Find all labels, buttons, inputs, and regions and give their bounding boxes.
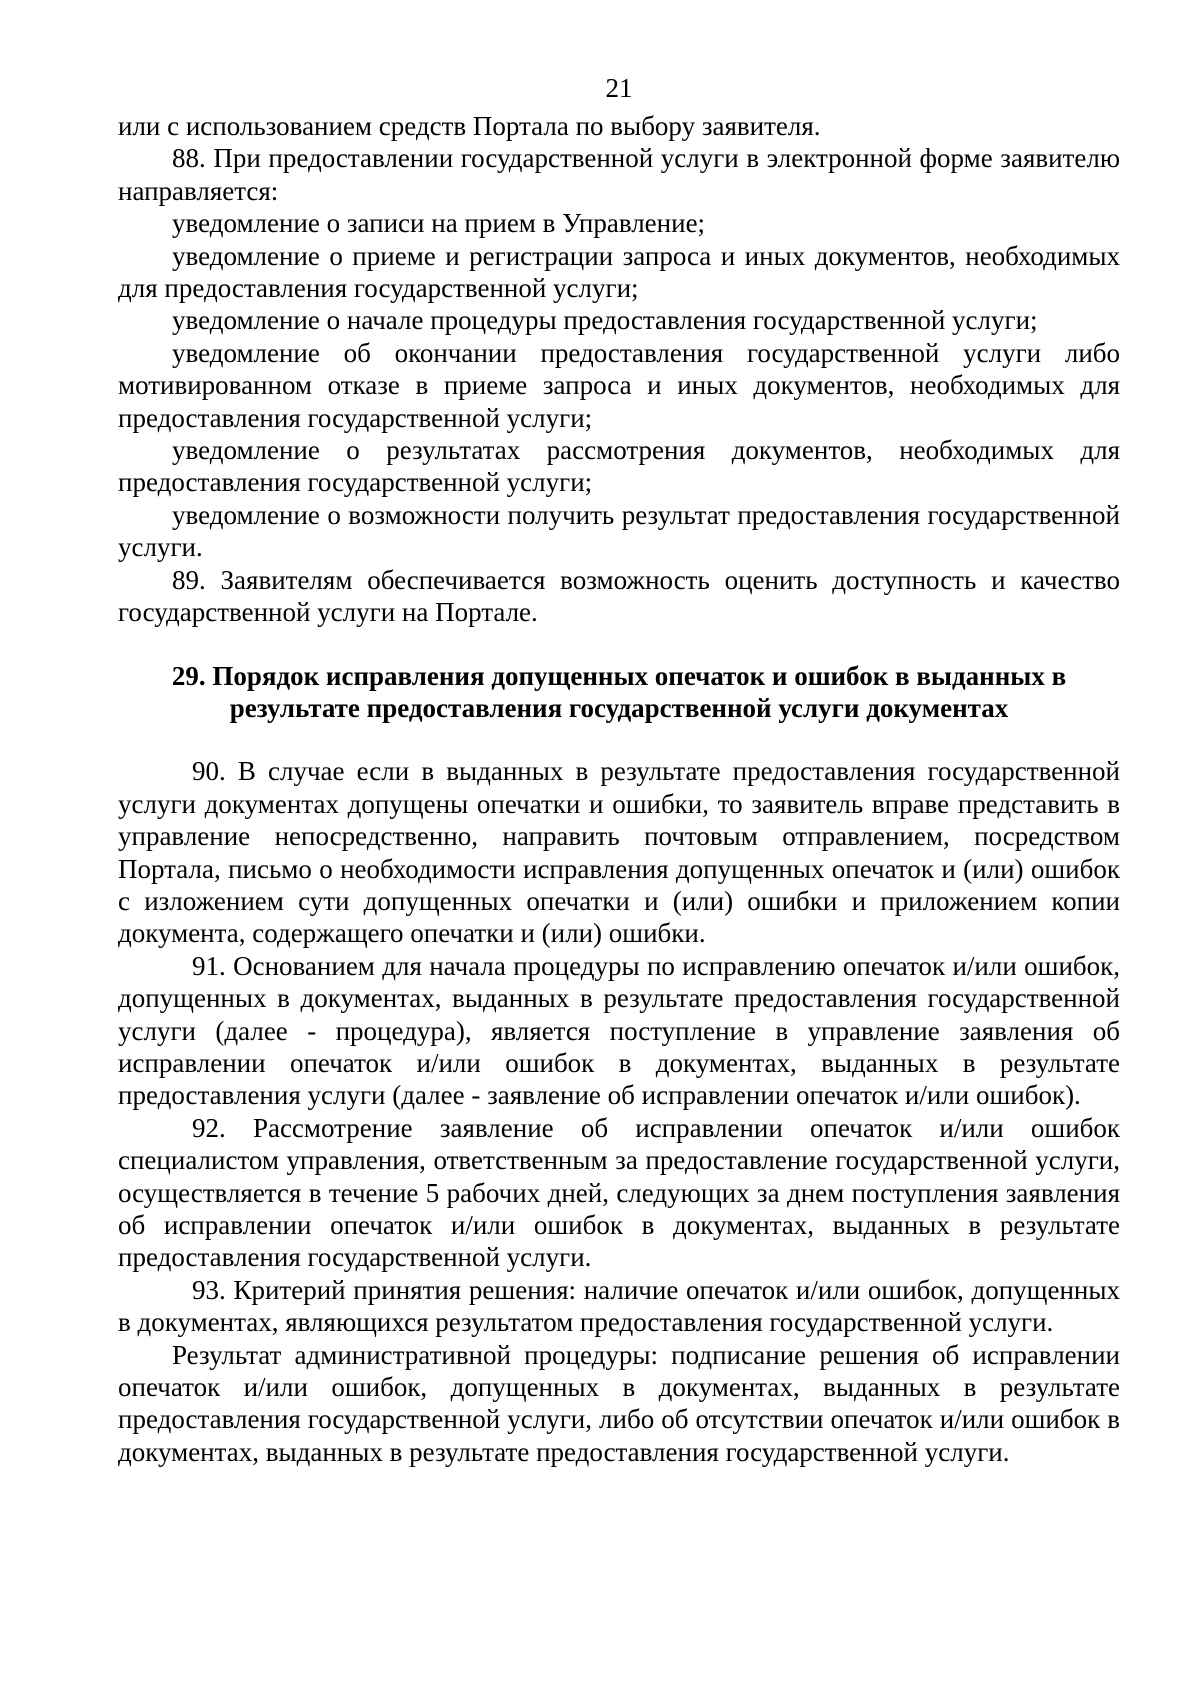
document-page [118, 72, 1120, 1468]
list-item: уведомление о результатах рассмотрения документов, необходимых для предоставления государственной услуги; [118, 435, 1120, 498]
top-section [118, 110, 1120, 629]
paragraph: Результат административной процедуры: подписание решения об исправлении опечаток и/или ошибок, допущенных в документах, выданных в результате предоставления государственной услуги, либо об отсутствии опечаток и/или ошибок в документах, выданных в результате предоставления государственной услуги. [118, 1339, 1120, 1467]
list-item: уведомление о возможности получить результат предоставления государственной услуги. [118, 499, 1120, 563]
paragraph: 88. При предоставлении государственной услуги в электронной форме заявителю направляется: [118, 143, 1120, 206]
paragraph: или с использованием средств Портала по выбору заявителя. [118, 111, 821, 141]
paragraph: 89. Заявителям обеспечивается возможность оценить доступность и качество государственной услуги на Портале. [118, 564, 1120, 628]
paragraph: 91. Основанием для начала процедуры по исправлению опечаток и/или ошибок, допущенных в документах, выданных в результате предоставления государственной услуги (далее - процедура), является поступление в управление заявления об исправлении опечаток и/или ошибок в документах, выданных в результате предоставления услуги (далее - заявление об исправлении опечаток и/или ошибок). [118, 950, 1120, 1111]
list-item: уведомление об окончании предоставления государственной услуги либо мотивированном отказе в приеме запроса и иных документов, необходимых для предоставления государственной услуги; [118, 337, 1120, 433]
list-item: уведомление о начале процедуры предоставления государственной услуги; [172, 305, 1038, 336]
section-heading-line: 29. Порядок исправления допущенных опечаток и ошибок в выданных в [171, 660, 1067, 691]
section-heading-line: результате предоставления государственной услуги документах [229, 692, 1009, 723]
bottom-section [118, 755, 1120, 1468]
page-number: 21 [605, 73, 633, 103]
list-item: уведомление о записи на прием в Управление; [172, 208, 706, 239]
list-item: уведомление о приеме и регистрации запроса и иных документов, необходимых для предоставления государственной услуги; [118, 240, 1120, 304]
section-heading [118, 660, 1120, 725]
paragraph: 92. Рассмотрение заявление об исправлении опечаток и/или ошибок специалистом управления, ответственным за предоставление государственной услуги, осуществляется в течение 5 рабочих дней, следующих за днем поступления заявления об исправлении опечаток и/или ошибок в документах, выданных в результате предоставления государственной услуги. [118, 1112, 1120, 1273]
paragraph: 93. Критерий принятия решения: наличие опечаток и/или ошибок, допущенных в документах, являющихся результатом предоставления государственной услуги. [118, 1274, 1120, 1338]
paragraph: 90. В случае если в выданных в результате предоставления государственной услуги документах допущены опечатки и ошибки, то заявитель вправе представить в управление непосредственно, направить почтовым отправлением, посредством Портала, письмо о необходимости исправления допущенных опечаток и (или) ошибок с изложением сути допущенных опечатки и (или) ошибки и приложением копии документа, содержащего опечатки и (или) ошибки. [118, 756, 1120, 949]
